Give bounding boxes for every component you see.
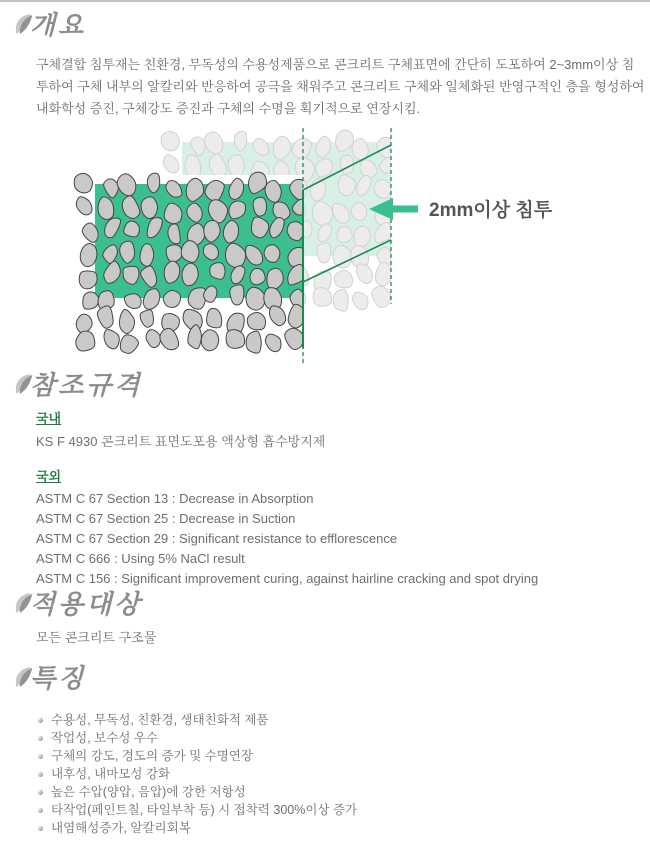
standard-item: ASTM C 666 : Using 5% NaCl result: [36, 551, 245, 566]
section-header-overview: [14, 10, 650, 48]
feature-item: 구체의 강도, 경도의 증가 및 수명연장: [38, 747, 650, 765]
overview-paragraph: 구체결합 침투재는 친환경, 무독성의 수용성제품으로 콘크리트 구체표면에 간단히 도포하여 2~3mm이상 침투하여 구체 내부의 알칼리와 반응하여 공극을 채워주고 콘크리트 구체와 일체화된 반영구적인 층을 형성하여 내화학성 증진, 구체강도 증진과 구체의 수명을 획기적으로 연장시킴.: [36, 57, 645, 116]
feature-item: 내염해성증가, 알칼리회복: [38, 819, 650, 837]
feature-item: 수용성, 무독성, 친환경, 생태친화적 제품: [38, 711, 650, 729]
domestic-standards-link[interactable]: 국내: [36, 411, 62, 426]
international-standards-link[interactable]: 국외: [36, 469, 62, 484]
concrete-block: [74, 172, 310, 353]
feature-item: 내후성, 내마모성 강화: [38, 765, 650, 783]
features-list: [38, 711, 650, 837]
standard-item: ASTM C 67 Section 25 : Decrease in Suction: [36, 511, 296, 526]
feature-item: 작업성, 보수성 우수: [38, 729, 650, 747]
section-header-features: [14, 663, 650, 701]
feature-item: 높은 수압(양압, 음압)에 강한 저항성: [38, 783, 650, 801]
domestic-standard-item: KS F 4930 콘크리트 표면도포용 액상형 흡수방지제: [36, 434, 326, 449]
penetration-label: 2mm이상 침투: [429, 200, 553, 221]
penetration-diagram: [0, 120, 650, 370]
bullet-icon: [38, 718, 43, 723]
standards-title: 참조규격: [30, 371, 143, 401]
features-title: 특징: [30, 664, 87, 694]
international-standards-list: [36, 489, 650, 589]
section-header-standards: [14, 370, 650, 408]
standard-item: ASTM C 156 : Significant improvement curing, against hairline cracking and spot drying: [36, 571, 539, 586]
bullet-icon: [38, 772, 43, 777]
bullet-icon: [38, 754, 43, 759]
overview-title: 개요: [30, 11, 87, 41]
application-target: 모든 콘크리트 구조물: [36, 630, 157, 645]
bullet-icon: [38, 736, 43, 741]
bullet-icon: [38, 826, 43, 831]
section-header-application: [14, 589, 650, 627]
standard-item: ASTM C 67 Section 29 : Significant resistance to efflorescence: [36, 531, 398, 546]
feature-item: 타작업(페인트칠, 타일부착 등) 시 접착력 300%이상 증가: [38, 801, 650, 819]
bullet-icon: [38, 808, 43, 813]
bullet-icon: [38, 790, 43, 795]
standard-item: ASTM C 67 Section 13 : Decrease in Absorption: [36, 491, 314, 506]
application-title: 적용대상: [30, 590, 143, 620]
